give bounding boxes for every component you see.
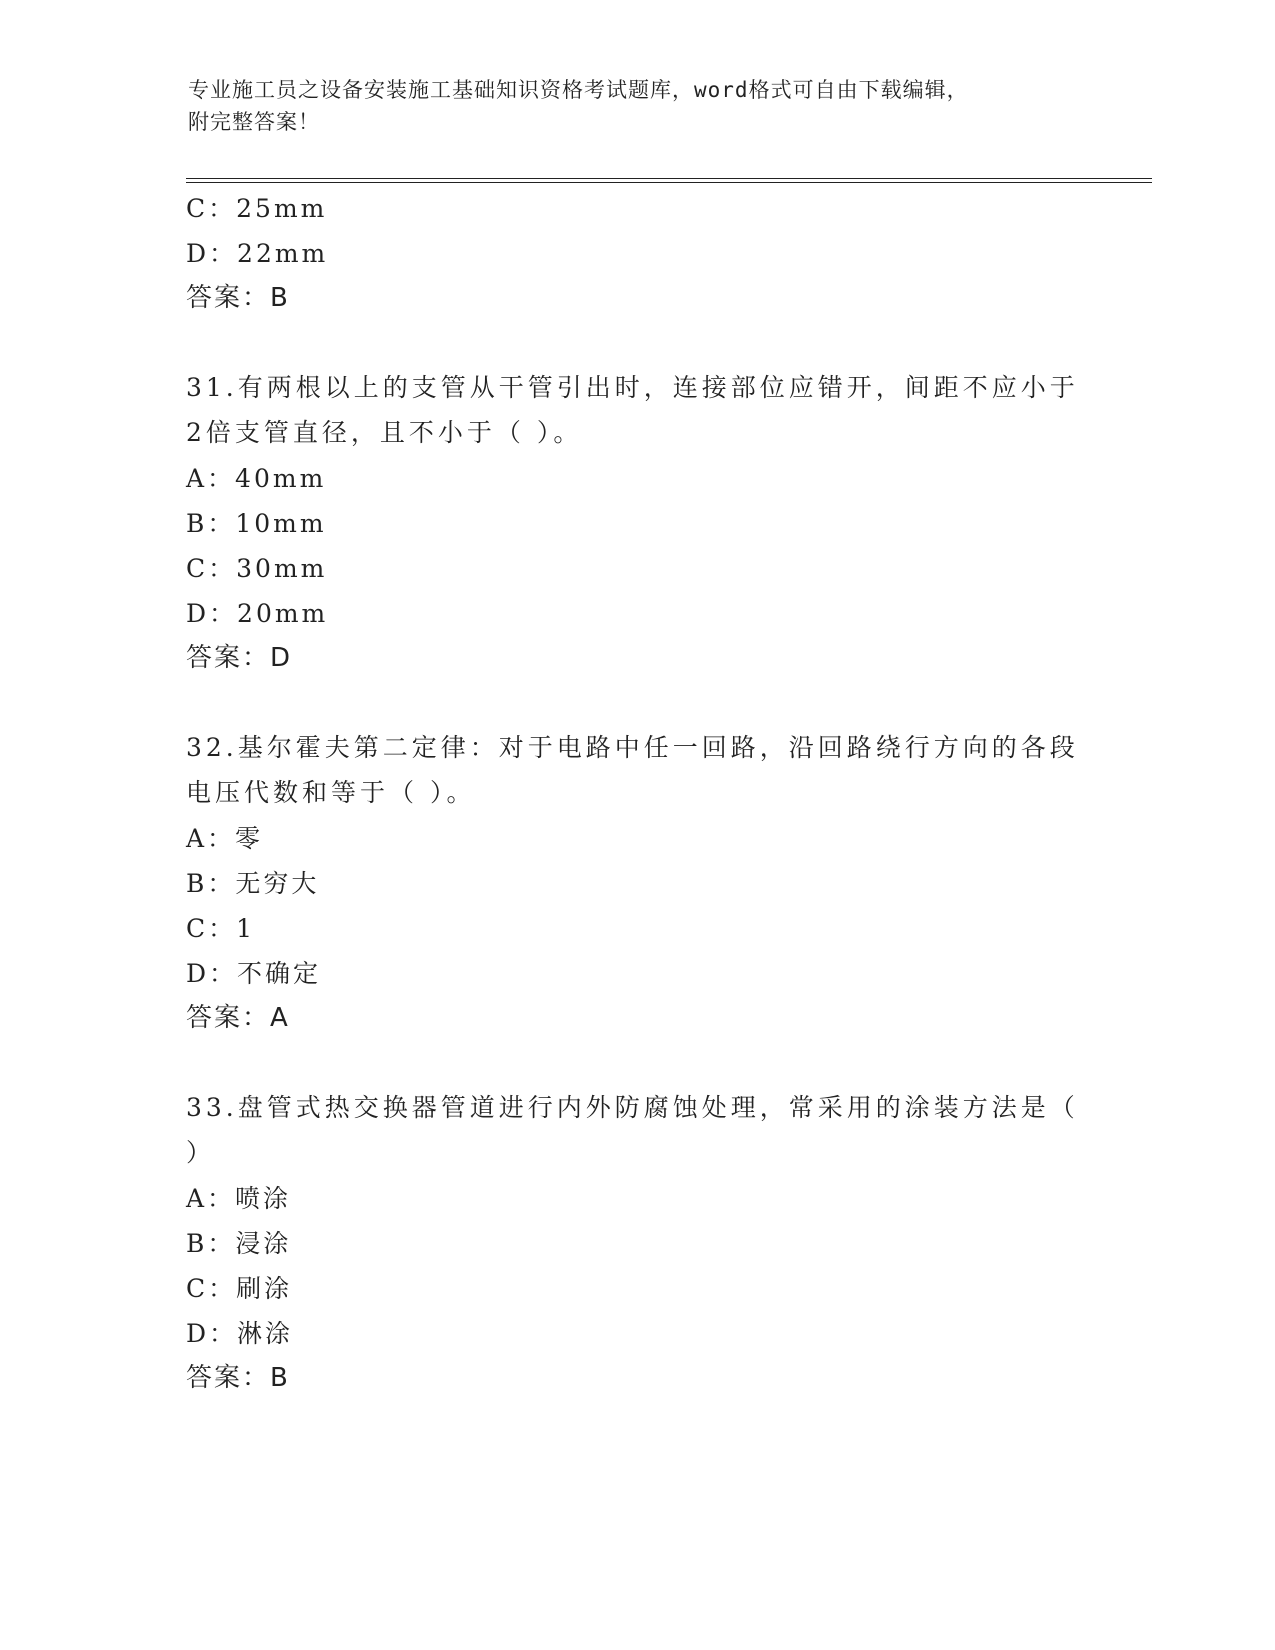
q31-option-c: C：30mm: [186, 554, 328, 583]
q33-option-b: B：浸涂: [186, 1229, 292, 1258]
header-line-2: 附完整答案！: [188, 110, 320, 134]
q33-text-line-1: 33.盘管式热交换器管道进行内外防腐蚀处理，常采用的涂装方法是（: [186, 1093, 1079, 1122]
q31-answer: 答案：D: [186, 643, 293, 673]
q32-text-line-2: 电压代数和等于（ ）。: [186, 778, 476, 807]
q31-text-line-2: 2倍支管直径，且不小于（ ）。: [186, 418, 583, 447]
q33-option-a: A：喷涂: [186, 1184, 292, 1213]
header-divider-bottom: [186, 182, 1152, 183]
q32-option-d: D：不确定: [186, 959, 322, 988]
q31-option-a: A：40mm: [186, 464, 327, 493]
header-divider-top: [186, 178, 1152, 179]
document-header: [188, 74, 1068, 138]
prev-answer: 答案：B: [186, 283, 290, 313]
q32-option-a: A：零: [186, 824, 264, 853]
q33-text-line-2: ）: [186, 1138, 216, 1167]
q31-option-b: B：10mm: [186, 509, 327, 538]
q32-text-line-1: 32.基尔霍夫第二定律：对于电路中任一回路，沿回路绕行方向的各段: [186, 733, 1079, 762]
header-line-1: 专业施工员之设备安装施工基础知识资格考试题库，word格式可自由下载编辑，: [188, 78, 969, 102]
q33-option-d: D：淋涂: [186, 1319, 294, 1348]
prev-option-d: D：22mm: [186, 239, 329, 268]
prev-option-c: C：25mm: [186, 194, 328, 223]
q32-option-c: C：1: [186, 914, 256, 943]
q33-option-c: C：刷涂: [186, 1274, 293, 1303]
q32-answer: 答案：A: [186, 1003, 290, 1033]
q31-option-d: D：20mm: [186, 599, 329, 628]
q31-text-line-1: 31.有两根以上的支管从干管引出时，连接部位应错开，间距不应小于: [186, 373, 1079, 402]
q32-option-b: B：无穷大: [186, 869, 320, 898]
q33-answer: 答案：B: [186, 1363, 290, 1393]
